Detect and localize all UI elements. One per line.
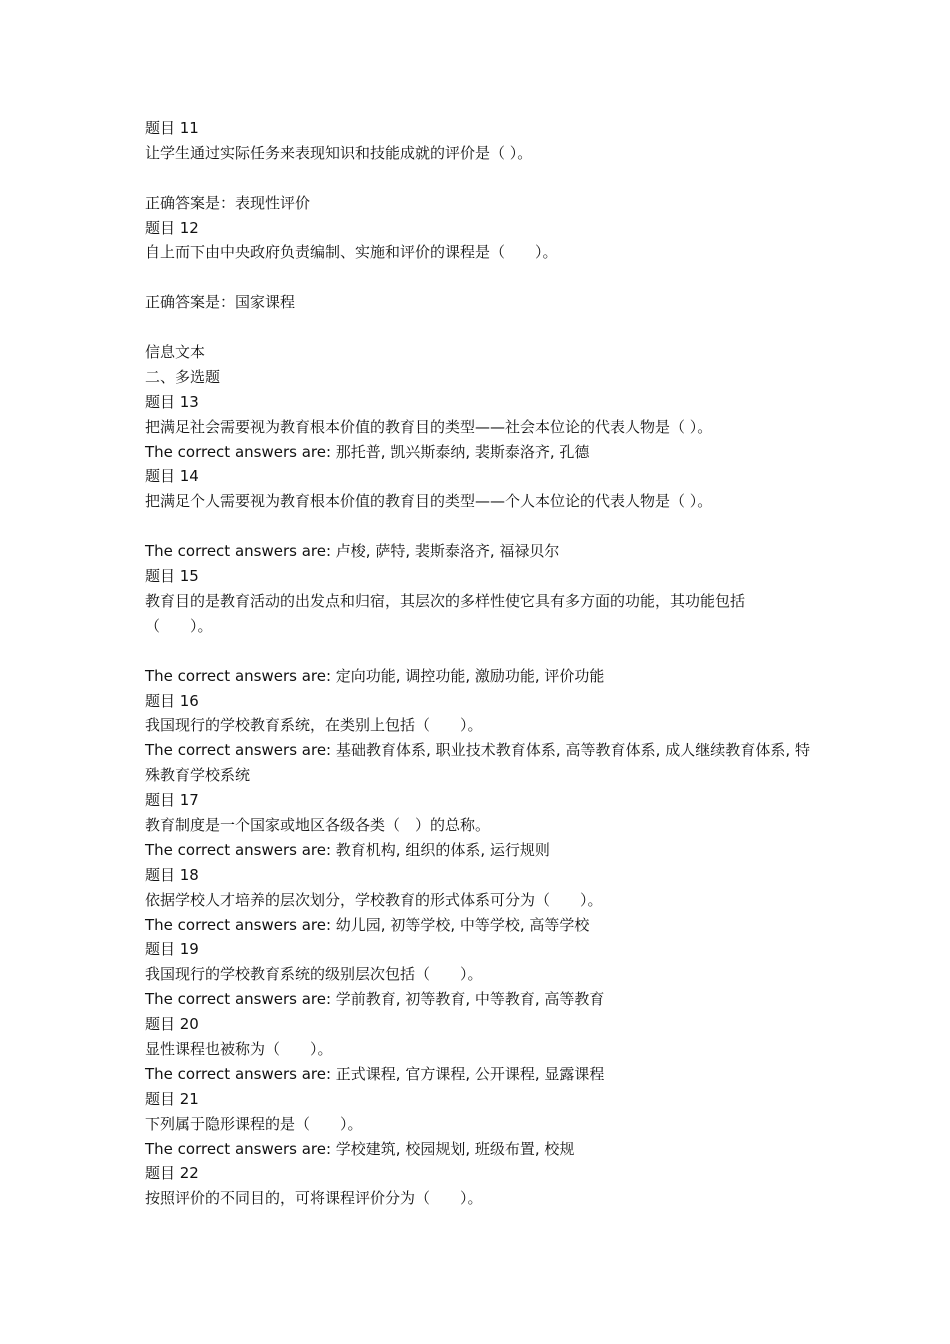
question-text: 把满足社会需要视为教育根本价值的教育目的类型——社会本位论的代表人物是（ ）。 bbox=[145, 417, 713, 436]
question-number: 题目 13 bbox=[145, 392, 199, 411]
answer-text: The correct answers are: 正式课程, 官方课程, 公开课程, 显露课程 bbox=[145, 1064, 605, 1083]
question-text: 下列属于隐形课程的是（ ）。 bbox=[145, 1114, 363, 1133]
question-text: 把满足个人需要视为教育根本价值的教育目的类型——个人本位论的代表人物是（ ）。 bbox=[145, 492, 713, 511]
question-text: 依据学校人才培养的层次划分，学校教育的形式体系可分为（ ）。 bbox=[145, 890, 603, 909]
document-page bbox=[145, 116, 810, 1211]
blank-line bbox=[145, 315, 810, 340]
question-number: 题目 14 bbox=[145, 467, 199, 486]
question-number: 题目 11 bbox=[145, 119, 199, 137]
answer-text: The correct answers are: 教育机构, 组织的体系, 运行规则 bbox=[145, 840, 550, 859]
answer-text: The correct answers are: 幼儿园, 初等学校, 中等学校, 高等学校 bbox=[145, 915, 590, 934]
question-number: 题目 16 bbox=[145, 691, 199, 710]
question-number: 题目 18 bbox=[145, 865, 199, 884]
answer-text: The correct answers are: 学前教育, 初等教育, 中等教育, 高等教育 bbox=[145, 990, 605, 1009]
question-text: 教育目的是教育活动的出发点和归宿，其层次的多样性使它具有多方面的功能，其功能包括（ ）。 bbox=[145, 591, 746, 635]
answer-text: 正确答案是：国家课程 bbox=[145, 293, 296, 312]
answer-text: The correct answers are: 基础教育体系, 职业技术教育体系, 高等教育体系, 成人继续教育体系, 特殊教育学校系统 bbox=[145, 741, 810, 785]
blank-line bbox=[145, 166, 810, 191]
info-text-heading: 信息文本 bbox=[145, 343, 206, 362]
question-number: 题目 20 bbox=[145, 1015, 199, 1034]
question-text: 我国现行的学校教育系统，在类别上包括（ ）。 bbox=[145, 716, 483, 735]
answer-text: The correct answers are: 卢梭, 萨特, 裴斯泰洛齐, 福禄贝尔 bbox=[145, 542, 560, 561]
answer-text: The correct answers are: 那托普, 凯兴斯泰纳, 裴斯泰洛齐, 孔德 bbox=[145, 442, 590, 461]
answer-text: The correct answers are: 学校建筑, 校园规划, 班级布置, 校规 bbox=[145, 1139, 575, 1158]
blank-line bbox=[145, 514, 810, 539]
answer-text: 正确答案是：表现性评价 bbox=[145, 193, 311, 212]
blank-line bbox=[145, 639, 810, 664]
question-text: 按照评价的不同目的，可将课程评价分为（ ）。 bbox=[145, 1189, 483, 1208]
question-number: 题目 17 bbox=[145, 791, 199, 810]
question-number: 题目 12 bbox=[145, 218, 199, 237]
question-number: 题目 22 bbox=[145, 1164, 199, 1183]
question-number: 题目 19 bbox=[145, 940, 199, 959]
question-text: 显性课程也被称为（ ）。 bbox=[145, 1040, 333, 1059]
answer-text: The correct answers are: 定向功能, 调控功能, 激励功能, 评价功能 bbox=[145, 666, 605, 685]
question-number: 题目 15 bbox=[145, 567, 199, 586]
question-text: 教育制度是一个国家或地区各级各类（ ）的总称。 bbox=[145, 816, 491, 834]
question-number: 题目 21 bbox=[145, 1089, 199, 1108]
question-text: 我国现行的学校教育系统的级别层次包括（ ）。 bbox=[145, 965, 483, 984]
section-heading: 二、多选题 bbox=[145, 367, 221, 386]
blank-line bbox=[145, 265, 810, 290]
question-text: 自上而下由中央政府负责编制、实施和评价的课程是（ ）。 bbox=[145, 243, 558, 262]
question-text: 让学生通过实际任务来表现知识和技能成就的评价是（ ）。 bbox=[145, 143, 533, 162]
